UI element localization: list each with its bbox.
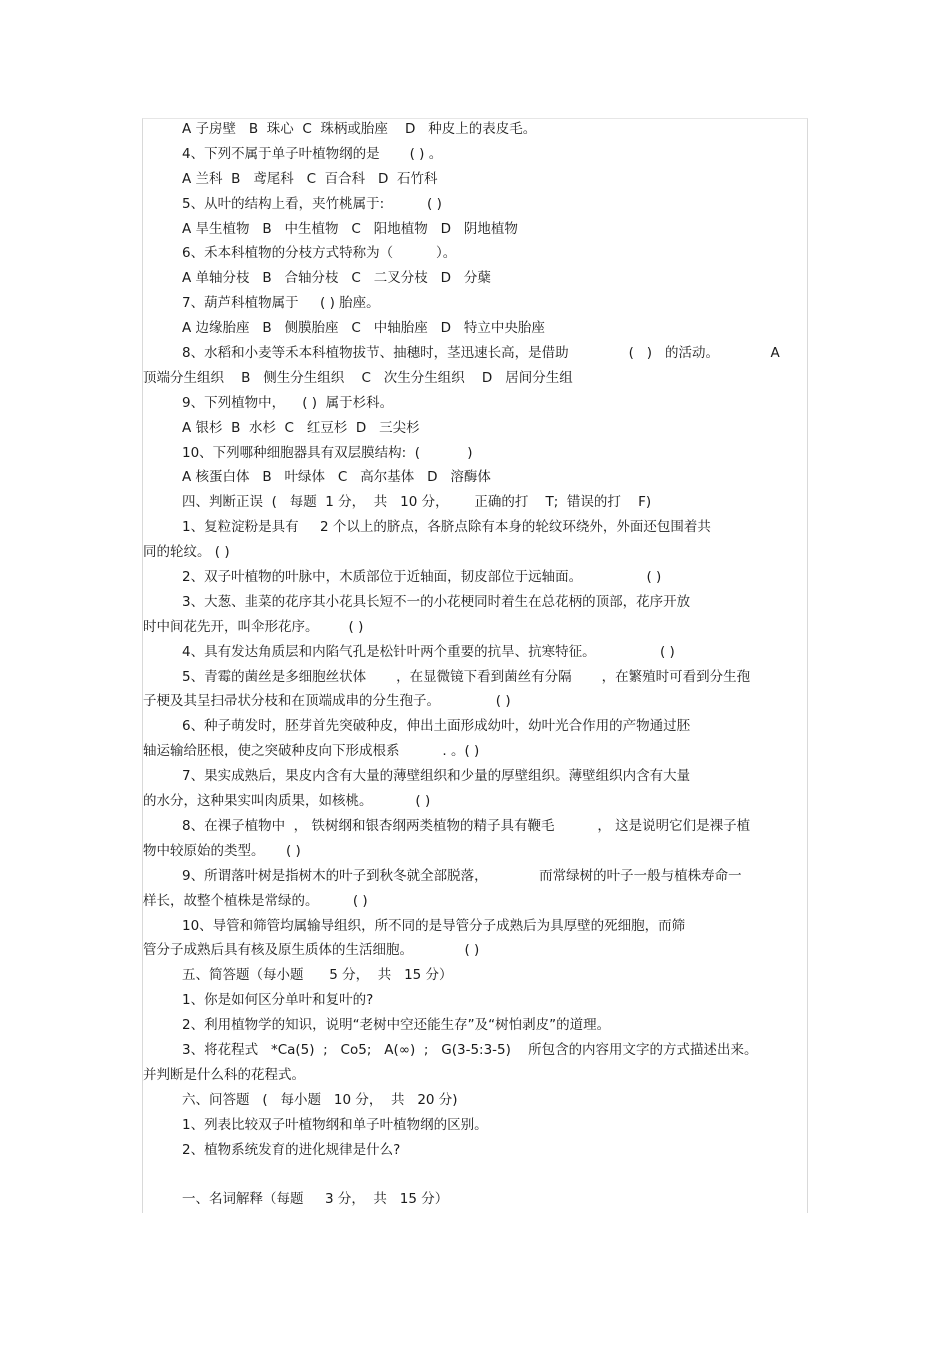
text-line: 样长，故整个植株是常绿的。 ( ) (143, 892, 368, 909)
text-line: 2、利用植物学的知识，说明“老树中空还能生存”及“树怕剥皮”的道理。 (182, 1017, 611, 1034)
text-line: 3、大葱、韭菜的花序其小花具长短不一的小花梗同时着生在总花柄的顶部，花序开放 (182, 593, 691, 610)
text-line: 6、禾本科植物的分枝方式特称为（ ）。 (182, 245, 457, 262)
text-line: A 兰科 B 鸢尾科 C 百合科 D 石竹科 (182, 170, 438, 187)
text-line: 5、从叶的结构上看，夹竹桃属于: ( ) (182, 195, 442, 212)
document-body (143, 117, 813, 1212)
text-line: A 旱生植物 B 中生植物 C 阳地植物 D 阴地植物 (182, 220, 518, 237)
text-line: 顶端分生组织 B 侧生分生组织 C 次生分生组织 D 居间分生组 (143, 369, 573, 386)
text-line: 9、下列植物中， ( ) 属于杉科。 (182, 394, 394, 411)
text-line: 物中较原始的类型。 ( ) (143, 842, 301, 859)
text-line: 2、双子叶植物的叶脉中，木质部位于近轴面，韧皮部位于远轴面。 ( ) (182, 569, 662, 586)
text-line: 四、判断正误 ( 每题 1 分， 共 10 分， 正确的打 T; 错误的打 F) (182, 494, 652, 511)
text-line: A 边缘胎座 B 侧膜胎座 C 中轴胎座 D 特立中央胎座 (182, 320, 545, 337)
text-line: 5、青霉的菌丝是多细胞丝状体 ，在显微镜下看到菌丝有分隔 ，在繁殖时可看到分生孢 (182, 668, 751, 685)
text-line: 1、列表比较双子叶植物纲和单子叶植物纲的区别。 (182, 1116, 488, 1133)
text-line: 6、种子萌发时，胚芽首先突破种皮，伸出土面形成幼叶，幼叶光合作用的产物通过胚 (182, 718, 691, 735)
text-line: 五、简答题（每小题 5 分， 共 15 分） (182, 967, 453, 984)
text-line: 8、在裸子植物中 ， 铁树纲和银杏纲两类植物的精子具有鞭毛 ， 这是说明它们是裸子植 (182, 817, 751, 834)
text-line: 9、所谓落叶树是指树木的叶子到秋冬就全部脱落， 而常绿树的叶子一般与植株寿命一 (182, 867, 742, 884)
text-line: A 银杉 B 水杉 C 红豆杉 D 三尖杉 (182, 419, 420, 436)
text-line: 轴运输给胚根，使之突破种皮向下形成根系 . 。( ) (143, 743, 480, 760)
text-line: 的水分，这种果实叫肉质果，如核桃。 ( ) (143, 793, 431, 810)
text-line: 3、将花程式 *Ca(5) ; Co5; A(∞) ; G(3-5:3-5) 所包含的内容用文字的方式描述出来。 (182, 1041, 758, 1058)
text-line: 4、具有发达角质层和内陷气孔是松针叶两个重要的抗旱、抗寒特征。 ( ) (182, 643, 675, 660)
text-line: 7、葫芦科植物属于 ( ) 胎座。 (182, 295, 380, 312)
text-line: 六、问答题 ( 每小题 10 分， 共 20 分) (182, 1091, 458, 1108)
text-line: 并判断是什么科的花程式。 (143, 1066, 305, 1083)
blank-line (143, 1162, 813, 1187)
text-line: 10、导管和筛管均属输导组织，所不同的是导管分子成熟后为具厚壁的死细胞，而筛 (182, 917, 686, 934)
text-line: 管分子成熟后具有核及原生质体的生活细胞。 ( ) (143, 942, 480, 959)
text-line: 1、复粒淀粉是具有 2 个以上的脐点，各脐点除有本身的轮纹环绕外，外面还包围着共 (182, 519, 711, 536)
text-line: A 子房壁 B 珠心 C 珠柄或胎座 D 种皮上的表皮毛。 (182, 121, 537, 137)
text-line: 7、果实成熟后，果皮内含有大量的薄壁组织和少量的厚壁组织。薄壁组织内含有大量 (182, 768, 691, 785)
text-line: 时中间花先开，叫伞形花序。 ( ) (143, 618, 364, 635)
text-line: A 单轴分枝 B 合轴分枝 C 二叉分枝 D 分蘖 (182, 270, 491, 287)
text-line: 子梗及其呈扫帚状分枝和在顶端成串的分生孢子。 ( ) (143, 693, 511, 710)
text-line: 同的轮纹。 ( ) (143, 544, 230, 561)
text-line: 10、下列哪种细胞器具有双层膜结构: ( ) (182, 444, 473, 461)
text-line: 2、植物系统发育的进化规律是什么? (182, 1141, 401, 1158)
text-line: 1、你是如何区分单叶和复叶的? (182, 992, 374, 1009)
text-line: 一、名词解释（每题 3 分， 共 15 分） (182, 1191, 449, 1208)
text-line: A 核蛋白体 B 叶绿体 C 高尔基体 D 溶酶体 (182, 469, 491, 486)
text-line: 4、下列不属于单子叶植物纲的是 ( ) 。 (182, 145, 443, 162)
text-line: 8、水稻和小麦等禾本科植物拔节、抽穗时，茎迅速长高，是借助 ( ) 的活动。 A (182, 345, 780, 362)
